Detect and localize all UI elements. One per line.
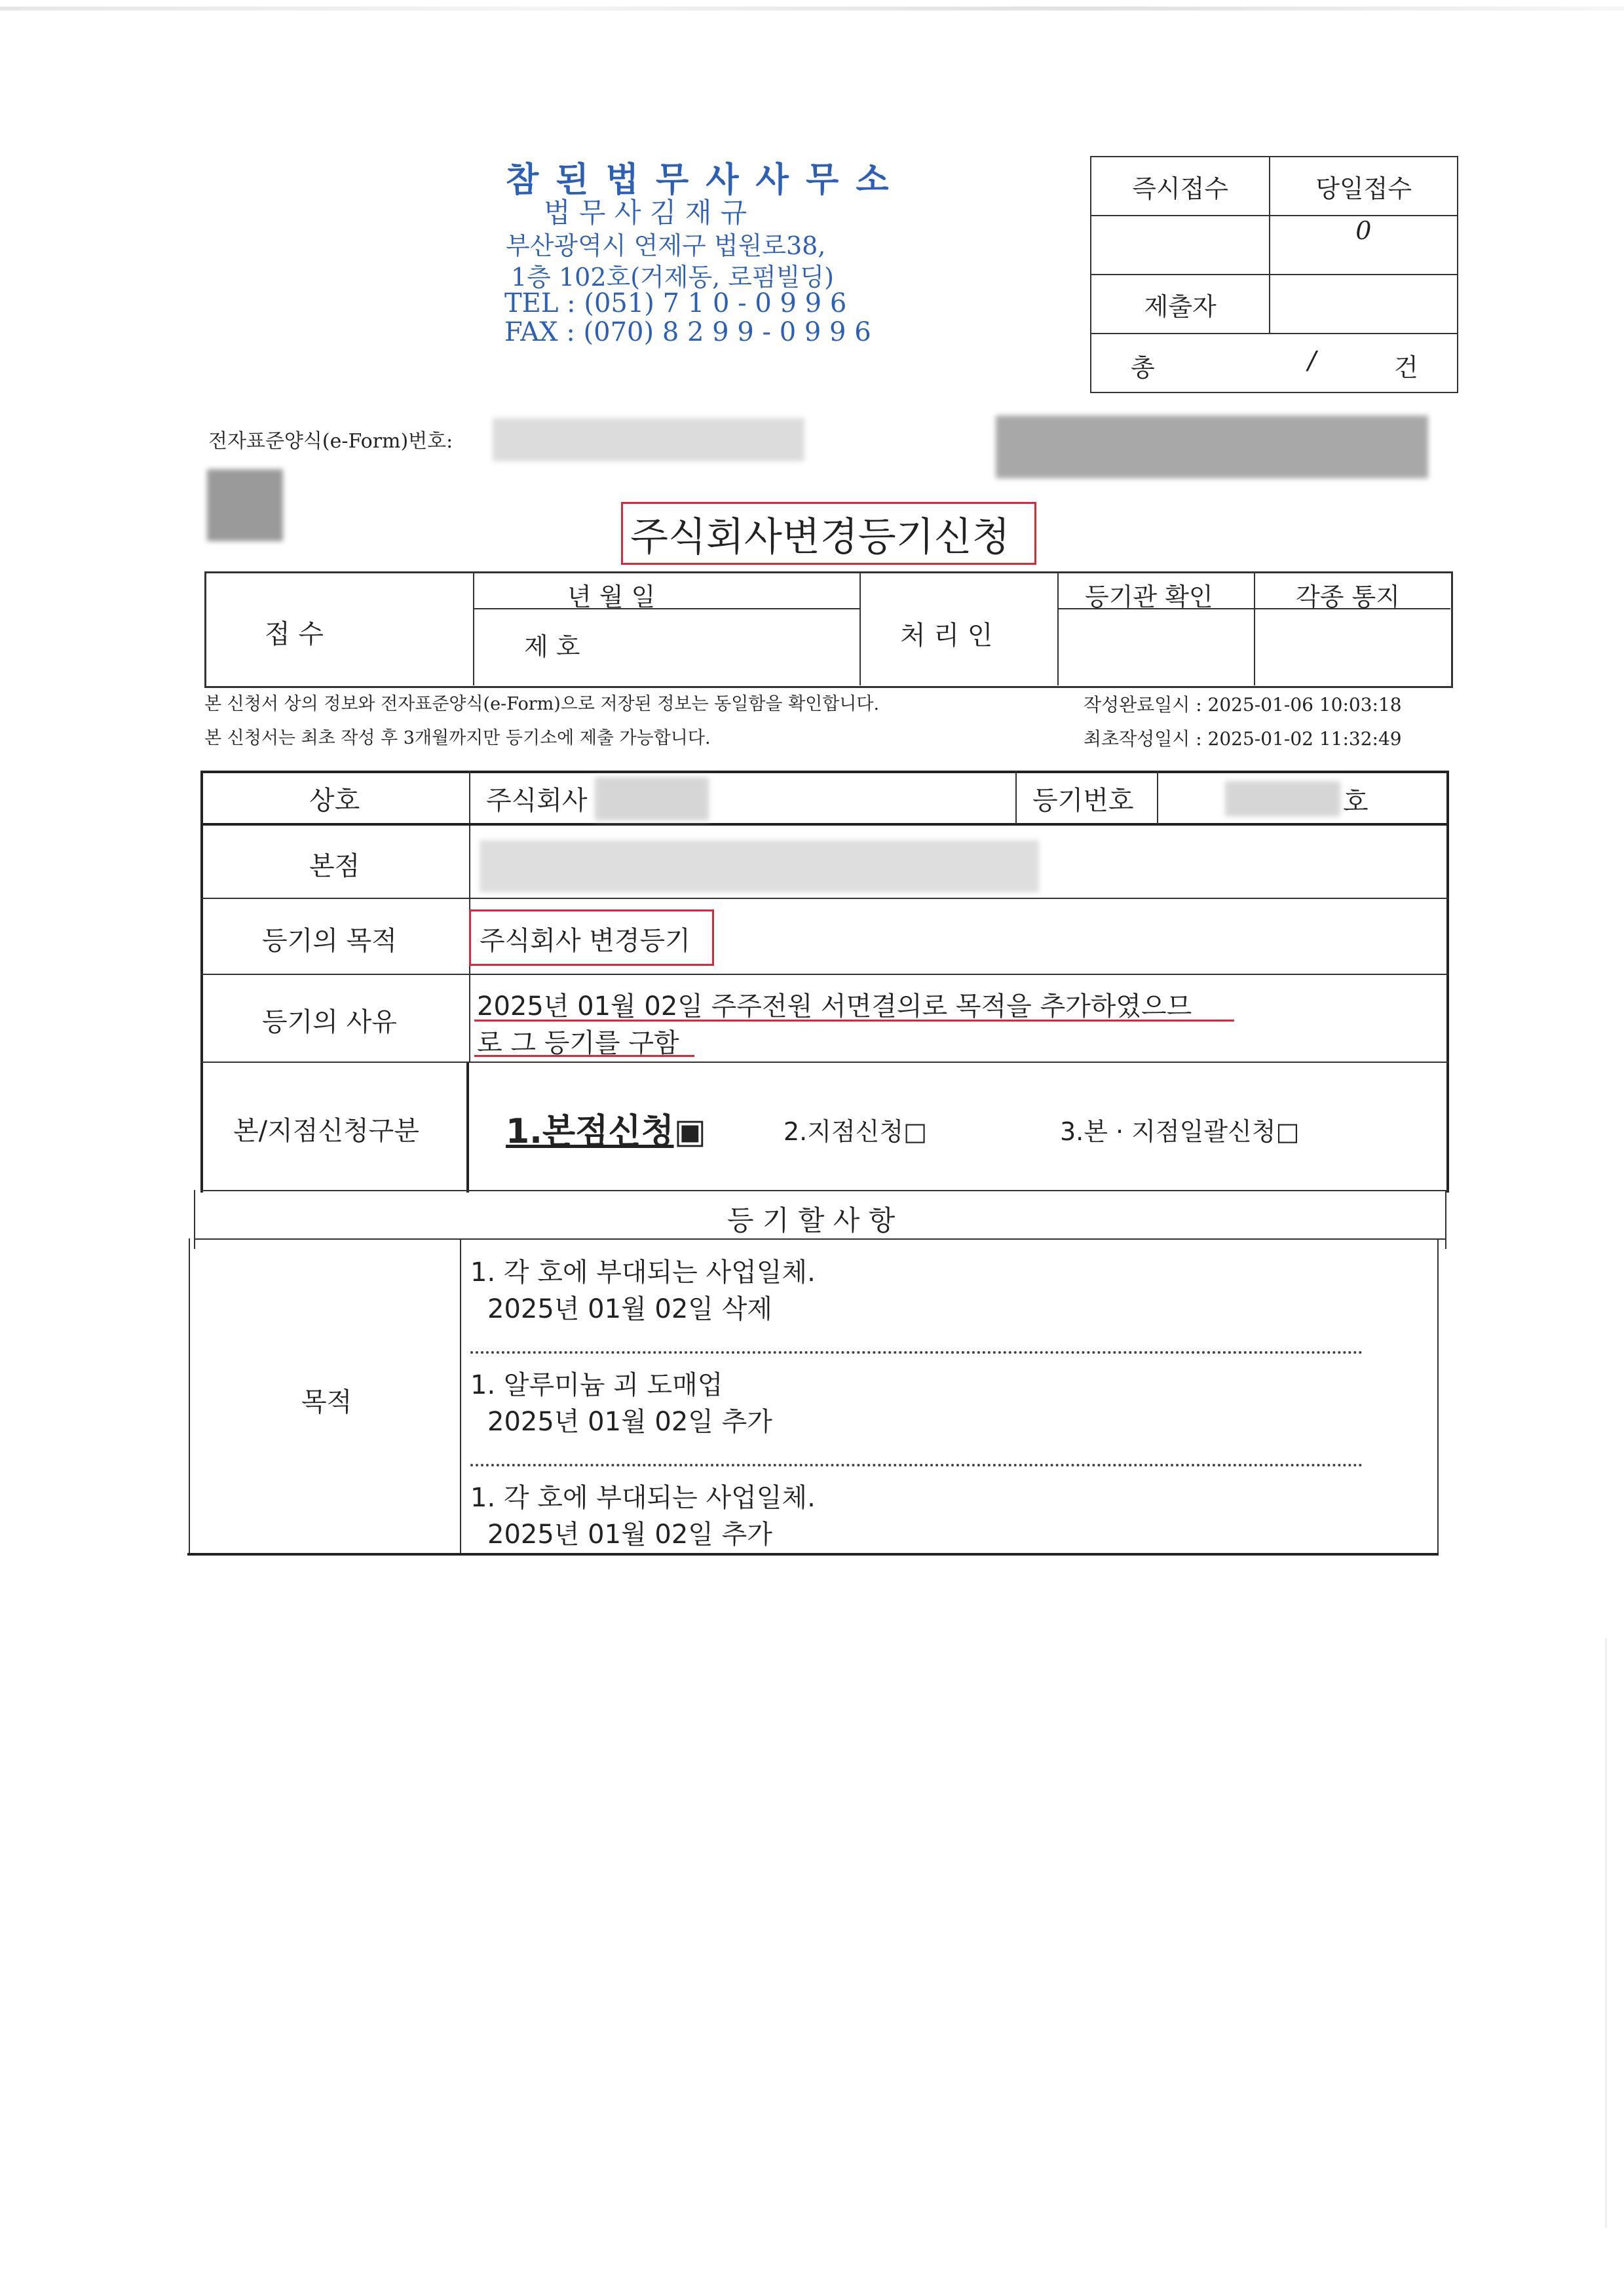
barcode-redacted [996,415,1428,478]
stamp-tel: TEL : (051) 7 1 0 - 0 9 9 6 [504,288,847,318]
cause-underline-2 [474,1055,694,1057]
item-separator-2 [470,1464,1363,1466]
trade-name-label: 상호 [309,786,360,816]
purpose-label: 등기의 목적 [262,926,397,956]
total-label: 총 [1131,353,1155,382]
receipt-box [1090,156,1458,393]
same-day-label: 당일접수 [1270,157,1458,216]
option-both: 3.본 · 지점일괄신청□ [1060,1117,1300,1146]
stamp-office: 참 된 법 무 사 사 무 소 [506,160,892,200]
item-separator-1 [470,1351,1363,1354]
trade-name-value: 주식회사 [486,786,588,816]
total-row [1091,334,1458,392]
item-2-line-1: 1. 알루미늄 괴 도매업 [470,1370,723,1400]
stamp-address2: 1층 102호(거제동, 로펌빌딩) [511,263,834,292]
matters-header: 등 기 할 사 항 [727,1204,896,1236]
eform-label: 전자표준양식(e-Form)번호: [208,430,453,453]
item-3-line-2: 2025년 01월 02일 추가 [487,1520,772,1550]
head-office-redacted [480,840,1039,892]
scan-edge [0,7,1624,10]
submitter-label: 제출자 [1091,275,1270,334]
same-day-mark: 0 [1270,216,1458,275]
branch-label: 본/지점신청구분 [233,1116,419,1146]
reg-number-redacted [1225,781,1340,816]
reg-number-suffix: 호 [1343,787,1369,817]
cause-underline-1 [474,1020,1234,1022]
total-mark: / [1308,346,1316,375]
reception-number: 제 호 [524,632,580,661]
item-3-line-1: 1. 각 호에 부대되는 사업일체. [470,1483,816,1513]
page-title: 주식회사변경등기신청 [630,514,1010,560]
processor-label: 처 리 인 [900,621,993,651]
reception-label: 접 수 [265,619,324,649]
note-1: 본 신청서 상의 정보와 전자표준양식(e-Form)으로 저장된 정보는 동일함을 확인합니다. [204,694,880,714]
head-office-label: 본점 [309,851,360,881]
stamp-address1: 부산광역시 연제구 법원로38, [506,231,826,260]
objective-label: 목적 [301,1387,352,1417]
cause-line-1: 2025년 01월 02일 주주전원 서면결의로 목적을 추가하였으므 [477,991,1192,1022]
cause-label: 등기의 사유 [262,1007,397,1037]
item-1-line-2: 2025년 01월 02일 삭제 [487,1294,772,1324]
first-written-time: 최초작성일시 : 2025-01-02 11:32:49 [1084,728,1402,750]
reg-number-label: 등기번호 [1032,786,1134,816]
option-branch: 2.지점신청□ [784,1117,927,1146]
immediate-label: 즉시접수 [1091,157,1270,216]
item-2-line-2: 2025년 01월 02일 추가 [487,1407,772,1437]
corner-mark-redacted [207,469,283,541]
eform-number-redacted [493,418,804,461]
reception-date: 년 월 일 [567,583,656,611]
purpose-value: 주식회사 변경등기 [480,926,690,956]
notices-label: 각종 통지 [1296,583,1400,611]
completed-time: 작성완료일시 : 2025-01-06 10:03:18 [1084,694,1402,716]
count-unit: 건 [1394,353,1418,382]
cause-line-2: 로 그 등기를 구함 [477,1028,679,1058]
registrar-check-label: 등기관 확인 [1085,583,1213,611]
trade-name-redacted [595,777,709,820]
option-head-office: 1.본점신청▣ [506,1112,706,1151]
stamp-name: 법 무 사 김 재 규 [544,197,747,229]
scan-edge-right [1605,1638,1607,2228]
stamp-fax: FAX : (070) 8 2 9 9 - 0 9 9 6 [504,317,871,347]
item-1-line-1: 1. 각 호에 부대되는 사업일체. [470,1257,816,1288]
note-2: 본 신청서는 최초 작성 후 3개월까지만 등기소에 제출 가능합니다. [204,728,711,748]
